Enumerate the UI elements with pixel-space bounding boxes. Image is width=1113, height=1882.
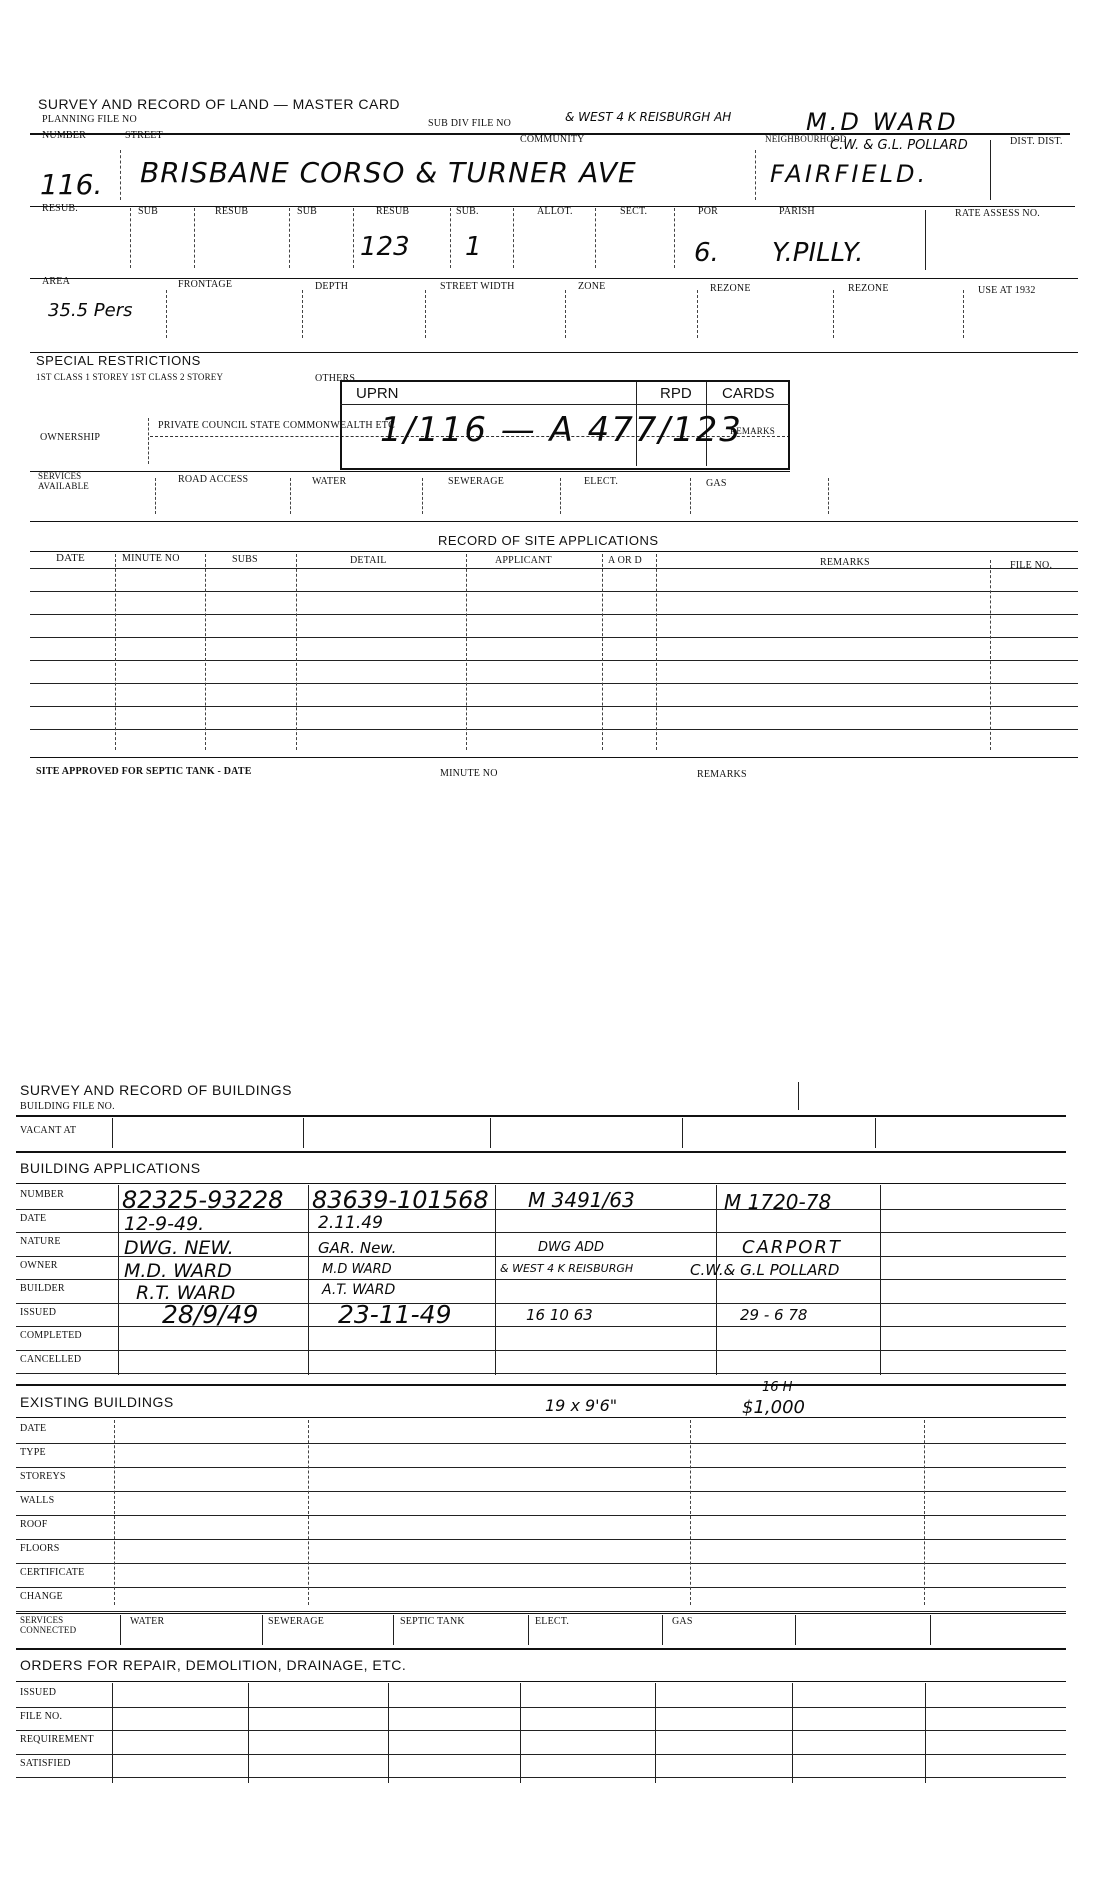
exist-row-label: FLOORS [20, 1543, 60, 1554]
app-builder: A.T. WARD [322, 1282, 396, 1298]
number-value: 116. [40, 168, 103, 201]
building-apps-label: BUILDING APPLICATIONS [20, 1160, 201, 1176]
road-access-label: ROAD ACCESS [178, 474, 249, 485]
sub-div-file-value: & WEST 4 K REISBURGH AH [565, 110, 732, 124]
sub1-label: SUB [138, 206, 159, 217]
resub-value: 123 [360, 232, 410, 262]
order-row-label: ISSUED [20, 1687, 57, 1698]
vacant-at-label: VACANT AT [20, 1125, 77, 1136]
app-number: 83639-101568 [312, 1186, 489, 1214]
community-value: FAIRFIELD. [770, 160, 929, 188]
street-value: BRISBANE CORSO & TURNER AVE [140, 156, 637, 189]
app-issued: 29 - 6 78 [740, 1306, 808, 1324]
app-date: 12-9-49. [124, 1213, 205, 1235]
parish-value: Y.PILLY. [772, 238, 864, 268]
app-owner: & WEST 4 K REISBURGH [500, 1262, 634, 1275]
allot-label: ALLOT. [537, 206, 573, 217]
community-label: COMMUNITY [520, 134, 585, 145]
septic-date-label: SITE APPROVED FOR SEPTIC TANK - DATE [36, 766, 252, 777]
depth-label: DEPTH [315, 281, 349, 292]
exist-row-label: ROOF [20, 1519, 48, 1530]
septic-remarks-label: REMARKS [697, 769, 747, 780]
app-number: 82325-93228 [122, 1186, 284, 1214]
building-file-label: BUILDING FILE NO. [20, 1101, 115, 1112]
order-row-label: SATISFIED [20, 1757, 71, 1769]
order-row-label: FILE NO. [20, 1710, 63, 1722]
neighbourhood-label: NEIGHBOURHOOD [765, 134, 847, 144]
bgas-label: GAS [672, 1616, 693, 1627]
rate-assess-label: RATE ASSESS NO. [955, 208, 1040, 219]
zone-label: ZONE [578, 281, 606, 292]
belect-label: ELECT. [535, 1616, 570, 1627]
area-label: AREA [42, 276, 71, 287]
street-label: STREET [125, 130, 163, 141]
exist-row-label: CERTIFICATE [20, 1567, 85, 1578]
existing-cost-top: 16 H [762, 1380, 793, 1395]
exist-row-label: DATE [20, 1423, 47, 1434]
site-apps-title: RECORD OF SITE APPLICATIONS [438, 533, 659, 548]
parish-label: PARISH [779, 206, 815, 217]
uprn-value: 1/116 — A 477/123 [380, 410, 743, 450]
bapp-row-label: NUMBER [20, 1189, 64, 1200]
sub-value: 1 [465, 232, 482, 262]
sewerage-label: SEWERAGE [448, 476, 505, 487]
neighbourhood-owner-value: C.W. & G.L. POLLARD [830, 138, 968, 153]
order-row-label: REQUIREMENT [20, 1734, 94, 1745]
exist-row-label: STOREYS [20, 1471, 66, 1482]
app-issued: 23-11-49 [338, 1300, 452, 1329]
planning-file-label: PLANNING FILE NO [42, 114, 137, 125]
applicant-col-label: APPLICANT [495, 555, 552, 566]
sub2-label: SUB [297, 206, 318, 217]
cards-label: CARDS [722, 385, 775, 402]
bapp-row-label: CANCELLED [20, 1353, 82, 1365]
frontage-label: FRONTAGE [178, 279, 233, 290]
app-owner: M.D WARD [322, 1262, 392, 1277]
sub-div-file-label: SUB DIV FILE NO [428, 118, 512, 129]
services-connected-label: SERVICES CONNECTED [20, 1615, 77, 1635]
gas-label: GAS [706, 478, 727, 489]
fileno-col-label: FILE NO. [1010, 560, 1053, 571]
existing-buildings-label: EXISTING BUILDINGS [20, 1394, 174, 1410]
neighbourhood-value: M.D WARD [806, 108, 959, 136]
sub3-label: SUB. [456, 206, 479, 217]
water-label: WATER [312, 476, 347, 487]
dist-label: DIST. DIST. [1010, 136, 1063, 147]
resub3-label: RESUB [376, 206, 410, 217]
existing-size: 19 x 9'6" [545, 1396, 618, 1415]
area-value: 35.5 Pers [48, 300, 133, 321]
bapp-row-label: COMPLETED [20, 1330, 82, 1341]
rezone2-label: REZONE [848, 283, 889, 294]
uprn-label: UPRN [356, 385, 399, 402]
exist-row-label: WALLS [20, 1495, 55, 1506]
app-nature: GAR. New. [318, 1239, 397, 1257]
app-number: M 1720-78 [724, 1190, 832, 1214]
special-restrictions-label: SPECIAL RESTRICTIONS [36, 353, 201, 368]
bapp-row-label: BUILDER [20, 1283, 65, 1294]
bapp-row-label: ISSUED [20, 1306, 57, 1318]
app-nature: DWG. NEW. [124, 1237, 234, 1259]
street-width-label: STREET WIDTH [440, 281, 515, 292]
app-issued: 16 10 63 [526, 1306, 593, 1324]
septic-minute-label: MINUTE NO [440, 768, 498, 779]
app-nature: CARPORT [742, 1237, 842, 1258]
building-card-title: SURVEY AND RECORD OF BUILDINGS [20, 1082, 292, 1098]
bwater-label: WATER [130, 1616, 165, 1627]
bapp-row-label: NATURE [20, 1236, 61, 1247]
app-nature: DWG ADD [538, 1240, 604, 1255]
app-owner: C.W.& G.L POLLARD [690, 1261, 840, 1279]
rezone1-label: REZONE [710, 283, 751, 294]
exist-row-label: TYPE [20, 1447, 46, 1458]
app-builder: R.T. WARD [136, 1282, 236, 1304]
minute-col-label: MINUTE NO [122, 553, 180, 564]
rpd-label: RPD [660, 385, 692, 402]
bapp-row-label: DATE [20, 1212, 47, 1224]
use-at-label: USE AT 1932 [978, 285, 1036, 296]
existing-cost: $1,000 [742, 1397, 805, 1418]
bapp-row-label: OWNER [20, 1259, 58, 1271]
others-label: OTHERS [315, 373, 356, 384]
exist-row-label: CHANGE [20, 1591, 63, 1602]
app-issued: 28/9/49 [162, 1300, 259, 1329]
bsewerage-label: SEWERAGE [268, 1616, 325, 1627]
remarks-small-label: REMARKS [730, 426, 775, 436]
ownership-types: PRIVATE COUNCIL STATE COMMONWEALTH ETC [158, 420, 395, 431]
services-available-label: SERVICES AVAILABLE [38, 471, 89, 491]
land-card-title: SURVEY AND RECORD OF LAND — MASTER CARD [38, 96, 401, 112]
resub2-label: RESUB [215, 206, 249, 217]
por-value: 6. [694, 238, 719, 268]
por-label: POR [698, 206, 719, 217]
app-date: 2.11.49 [318, 1213, 383, 1233]
detail-col-label: DETAIL [350, 555, 387, 566]
date-col-label: DATE [56, 552, 85, 564]
bseptic-label: SEPTIC TANK [400, 1616, 465, 1627]
app-owner: M.D. WARD [124, 1260, 232, 1282]
orders-label: ORDERS FOR REPAIR, DEMOLITION, DRAINAGE, ETC. [20, 1657, 407, 1673]
number-label: NUMBER [42, 130, 86, 141]
app-number: M 3491/63 [528, 1188, 635, 1212]
sect-label: SECT. [620, 206, 648, 217]
ownership-label: OWNERSHIP [40, 432, 101, 443]
aord-col-label: A OR D [608, 555, 642, 566]
subs-col-label: SUBS [232, 554, 258, 565]
resub-label: RESUB. [42, 203, 78, 214]
elect-label: ELECT. [584, 476, 619, 487]
remarks-col-label: REMARKS [820, 557, 870, 568]
class-label: 1ST CLASS 1 STOREY 1ST CLASS 2 STOREY [36, 372, 224, 382]
